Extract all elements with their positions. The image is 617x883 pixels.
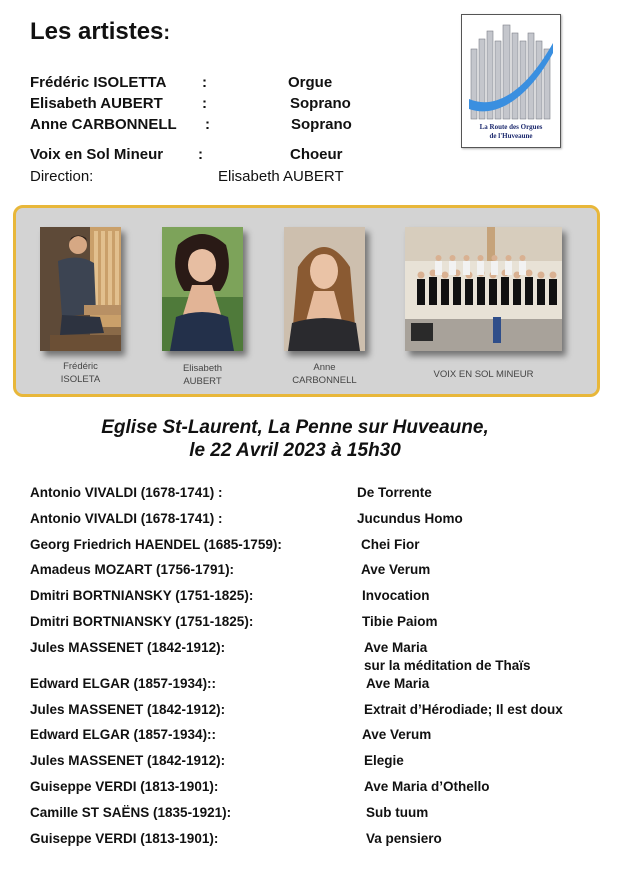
credit-role: Choeur	[290, 146, 343, 163]
credit-separator: :	[205, 116, 210, 133]
photo-anne-carbonnell	[284, 227, 365, 351]
program-work-subtitle: sur la méditation de Thaïs	[364, 658, 531, 673]
program-composer: Camille ST SAËNS (1835-1921):	[30, 805, 232, 820]
program-composer: Dmitri BORTNIANSKY (1751-1825):	[30, 588, 254, 603]
credit-name: Elisabeth AUBERT	[30, 95, 163, 112]
artists-photo-panel	[13, 205, 600, 397]
date-line: le 22 Avril 2023 à 15h30	[189, 440, 401, 461]
program-work: Extrait d’Hérodiade; Il est doux	[364, 702, 563, 717]
program-composer: Edward ELGAR (1857-1934)::	[30, 727, 217, 742]
direction-label: Direction:	[30, 168, 94, 185]
photo-choir	[405, 227, 562, 351]
page-title	[30, 18, 170, 46]
program-composer: Amadeus MOZART (1756-1791):	[30, 562, 235, 577]
program-composer: Antonio VIVALDI (1678-1741) :	[30, 485, 223, 500]
program-composer: Edward ELGAR (1857-1934)::	[30, 676, 217, 691]
title-colon: :	[163, 22, 171, 44]
credit-name: Voix en Sol Mineur	[30, 146, 164, 163]
credit-role: Soprano	[291, 116, 352, 133]
photo-elisabeth-aubert	[162, 227, 243, 351]
program-composer: Georg Friedrich HAENDEL (1685-1759):	[30, 537, 282, 552]
title-text: Les artistes	[30, 18, 164, 45]
direction-name: Elisabeth AUBERT	[218, 168, 344, 185]
photo-frederic-isoletta	[40, 227, 121, 351]
program-work: Ave Verum	[362, 727, 432, 742]
venue-line: Eglise St-Laurent, La Penne sur Huveaune,	[101, 417, 489, 438]
program-work: Sub tuum	[366, 805, 429, 820]
program-composer: Guiseppe VERDI (1813-1901):	[30, 831, 219, 846]
program-work: Chei Fior	[361, 537, 420, 552]
program-work: Tibie Paiom	[362, 614, 438, 629]
program-composer: Antonio VIVALDI (1678-1741) :	[30, 511, 223, 526]
program-composer: Jules MASSENET (1842-1912):	[30, 702, 226, 717]
program-work: Invocation	[362, 588, 430, 603]
credit-name: Anne CARBONNELL	[30, 116, 177, 133]
caption-line2: ISOLETA	[60, 374, 101, 385]
caption-frederic	[20, 360, 141, 386]
organ-route-logo	[461, 14, 561, 148]
program-work: Jucundus Homo	[357, 511, 463, 526]
program-work: Ave Verum	[361, 562, 431, 577]
program-work: Ave Maria d’Othello	[364, 779, 490, 794]
venue-date	[0, 416, 590, 462]
program-work: Elegie	[364, 753, 404, 768]
credit-name: Frédéric ISOLETTA	[30, 74, 167, 91]
caption-choir	[396, 368, 571, 381]
caption-anne	[264, 361, 385, 387]
credit-separator: :	[202, 95, 207, 112]
program-work: Ave Maria	[364, 640, 428, 655]
logo-text-line1: La Route des Orgues	[479, 123, 543, 131]
credit-role: Orgue	[288, 74, 333, 91]
caption-line1: Anne	[313, 362, 336, 373]
program-work: Ave Maria	[366, 676, 430, 691]
credit-separator: :	[198, 146, 203, 163]
organ-pipes-icon	[467, 19, 555, 123]
program-work: Va pensiero	[366, 831, 442, 846]
caption-line1: VOIX EN SOL MINEUR	[433, 369, 534, 380]
program-composer: Dmitri BORTNIANSKY (1751-1825):	[30, 614, 254, 629]
program-work: De Torrente	[357, 485, 432, 500]
caption-line2: AUBERT	[183, 376, 222, 387]
credit-role: Soprano	[290, 95, 351, 112]
program-composer: Guiseppe VERDI (1813-1901):	[30, 779, 219, 794]
direction-row	[30, 168, 344, 185]
caption-elisabeth	[142, 362, 263, 388]
program-composer: Jules MASSENET (1842-1912):	[30, 753, 226, 768]
caption-line1: Frédéric	[63, 361, 98, 372]
program-composer: Jules MASSENET (1842-1912):	[30, 640, 226, 655]
caption-line2: CARBONNELL	[292, 375, 357, 386]
caption-line1: Elisabeth	[182, 363, 223, 374]
credit-separator: :	[202, 74, 207, 91]
logo-text-line2: de l'Huveaune	[489, 132, 533, 140]
